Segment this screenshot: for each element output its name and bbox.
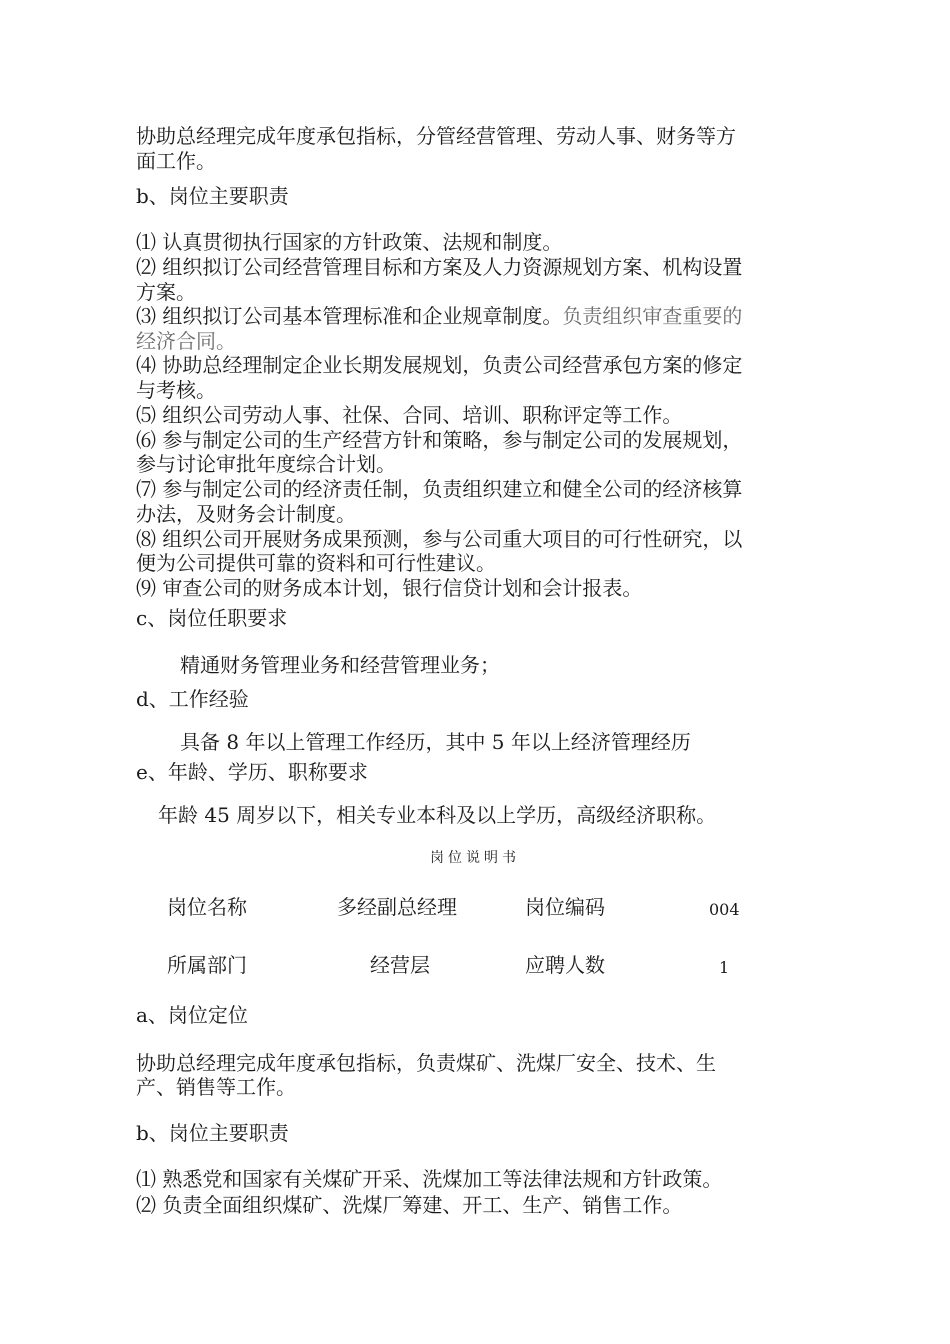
positioning-line-2: 产、销售等工作。 bbox=[136, 1075, 296, 1099]
positioning-line-1: 协助总经理完成年度承包指标，分管经营管理、劳动人事、财务等方 bbox=[136, 124, 736, 148]
duty-item-cont: 参与讨论审批年度综合计划。 bbox=[136, 452, 396, 476]
experience-heading: d、工作经验 bbox=[136, 687, 249, 711]
duty-item: ⑸ 组织公司劳动人事、社保、合同、培训、职称评定等工作。 bbox=[136, 403, 683, 427]
value-department: 经营层 bbox=[370, 953, 430, 977]
positioning-line-2: 面工作。 bbox=[136, 149, 216, 173]
duty-item: ⑶ 组织拟订公司基本管理标准和企业规章制度。负责组织审查重要的 bbox=[136, 304, 743, 328]
duty-item: ⑴ 熟悉党和国家有关煤矿开采、洗煤加工等法律法规和方针政策。 bbox=[136, 1167, 723, 1191]
duty-item: ⑴ 认真贯彻执行国家的方针政策、法规和制度。 bbox=[136, 230, 563, 254]
duty-item: ⑼ 审查公司的财务成本计划，银行信贷计划和会计报表。 bbox=[136, 576, 643, 600]
value-position-code: 004 bbox=[709, 900, 740, 919]
experience-text: 具备 8 年以上管理工作经历，其中 5 年以上经济管理经历 bbox=[180, 730, 691, 754]
value-position-name: 多经副总经理 bbox=[337, 895, 457, 919]
duty-item: ⑷ 协助总经理制定企业长期发展规划，负责公司经营承包方案的修定 bbox=[136, 353, 743, 377]
doc-title: 岗位说明书 bbox=[430, 850, 520, 866]
duty-item-cont: 办法，及财务会计制度。 bbox=[136, 502, 356, 526]
positioning-line-1: 协助总经理完成年度承包指标，负责煤矿、洗煤厂安全、技术、生 bbox=[136, 1051, 716, 1075]
value-hire-count: 1 bbox=[719, 958, 730, 977]
position-heading: a、岗位定位 bbox=[136, 1003, 248, 1027]
duties-heading: b、岗位主要职责 bbox=[136, 1121, 289, 1145]
duty-item: ⑵ 负责全面组织煤矿、洗煤厂筹建、开工、生产、销售工作。 bbox=[136, 1193, 683, 1217]
duty-item: ⑹ 参与制定公司的生产经营方针和策略，参与制定公司的发展规划， bbox=[136, 428, 743, 452]
age-text: 年龄 45 周岁以下，相关专业本科及以上学历，高级经济职称。 bbox=[158, 803, 717, 827]
age-heading: e、年龄、学历、职称要求 bbox=[136, 760, 368, 784]
duty-item-cont: 便为公司提供可靠的资料和可行性建议。 bbox=[136, 551, 496, 575]
label-hire-count: 应聘人数 bbox=[525, 953, 605, 977]
label-position-name: 岗位名称 bbox=[167, 895, 247, 919]
duty-item-cont: 方案。 bbox=[136, 280, 196, 304]
label-position-code: 岗位编码 bbox=[525, 895, 605, 919]
requirements-text: 精通财务管理业务和经营管理业务； bbox=[180, 653, 500, 677]
duty-item-cont: 与考核。 bbox=[136, 378, 216, 402]
duty-item-cont: 经济合同。 bbox=[136, 329, 236, 353]
requirements-heading: c、岗位任职要求 bbox=[136, 606, 288, 630]
label-department: 所属部门 bbox=[167, 953, 247, 977]
duty-item: ⑻ 组织公司开展财务成果预测，参与公司重大项目的可行性研究，以 bbox=[136, 527, 743, 551]
duties-heading: b、岗位主要职责 bbox=[136, 184, 289, 208]
duty-item: ⑵ 组织拟订公司经营管理目标和方案及人力资源规划方案、机构设置 bbox=[136, 255, 743, 279]
duty-item: ⑺ 参与制定公司的经济责任制，负责组织建立和健全公司的经济核算 bbox=[136, 477, 743, 501]
